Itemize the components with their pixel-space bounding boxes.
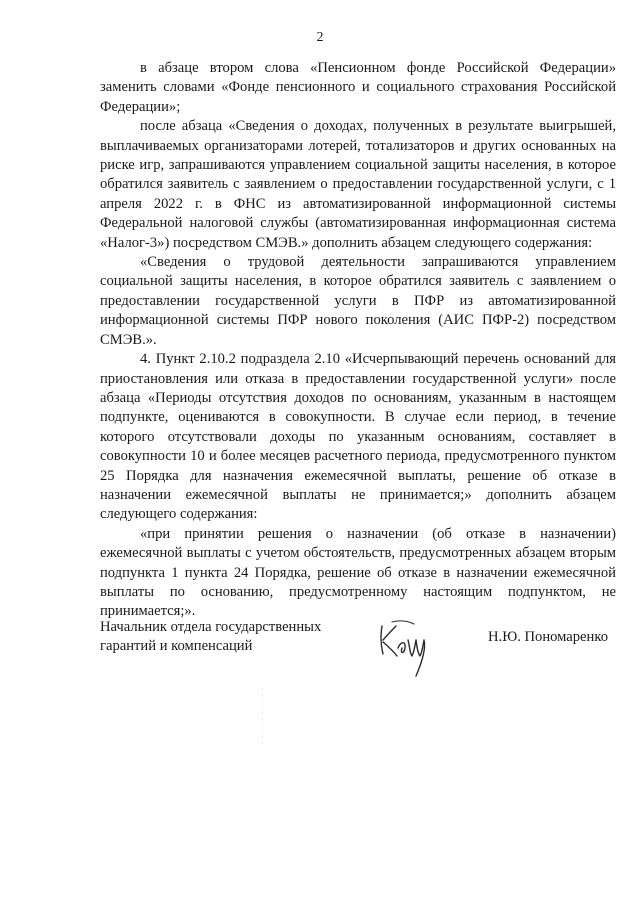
page-number: 2 [316, 30, 324, 45]
signatory-title-line-1: Начальник отдела государственных [100, 619, 322, 635]
signatory-name: Н.Ю. Пономаренко [488, 629, 608, 645]
signature-block [100, 618, 616, 688]
paragraph-5: «при принятии решения о назначении (об отказе в назначении) ежемесячной выплаты с учетом обстоятельств, предусмотренных абзацем вторым подпункта 1 пункта 24 Порядка, решение об отказе в назначении ежемесячной выплаты по основанию, предусмотренному настоящим подпунктом, не принимается;». [100, 525, 616, 620]
signatory-title [100, 618, 321, 657]
paragraph-1: в абзаце втором слова «Пенсионном фонде Российской Федерации» заменить словами «Фонде пенсионного и социального страхования Российской Федерации»; [100, 60, 616, 115]
paragraph-4: 4. Пункт 2.10.2 подраздела 2.10 «Исчерпывающий перечень оснований для приостановления или отказа в предоставлении государственной услуги» после абзаца «Периоды отсутствия доходов по основаниям, указанным в настоящем подпункте, оцениваются в совокупности. В случае если период, в течение которого отсутствовали доходы по указанным основаниям, составляет в совокупности 10 и более месяцев расчетного периода, предусмотренного пунктом 25 Порядка для назначения ежемесячной выплаты, решение об отказе в назначении ежемесячной выплаты не принимается;» дополнить абзацем следующего содержания: [100, 351, 616, 523]
document-body [100, 59, 616, 622]
scan-artifact [262, 688, 263, 748]
paragraph-3: «Сведения о трудовой деятельности запрашиваются управлением социальной защиты населения, в которое обратился заявитель с заявлением о предоставлении государственной услуги в ПФР из автоматизированной информационной системы ПФР нового поколения (АИС ПФР-2) посредством СМЭВ.». [100, 254, 616, 348]
paragraph-2: после абзаца «Сведения о доходах, полученных в результате выигрышей, выплачиваемых организаторами лотерей, тотализаторов и других основанных на риске игр, запрашиваются управлением социальной защиты населения, в которое обратился заявитель с заявлением о предоставлении государственной услуги, с 1 апреля 2022 г. в ФНС из автоматизированной информационной системы Федеральной налоговой службы (автоматизированная информационная система «Налог-3») посредством СМЭВ.» дополнить абзацем следующего содержания: [100, 118, 616, 251]
signatory-title-line-2: гарантий и компенсаций [100, 638, 253, 655]
handwritten-signature-icon [372, 618, 442, 680]
